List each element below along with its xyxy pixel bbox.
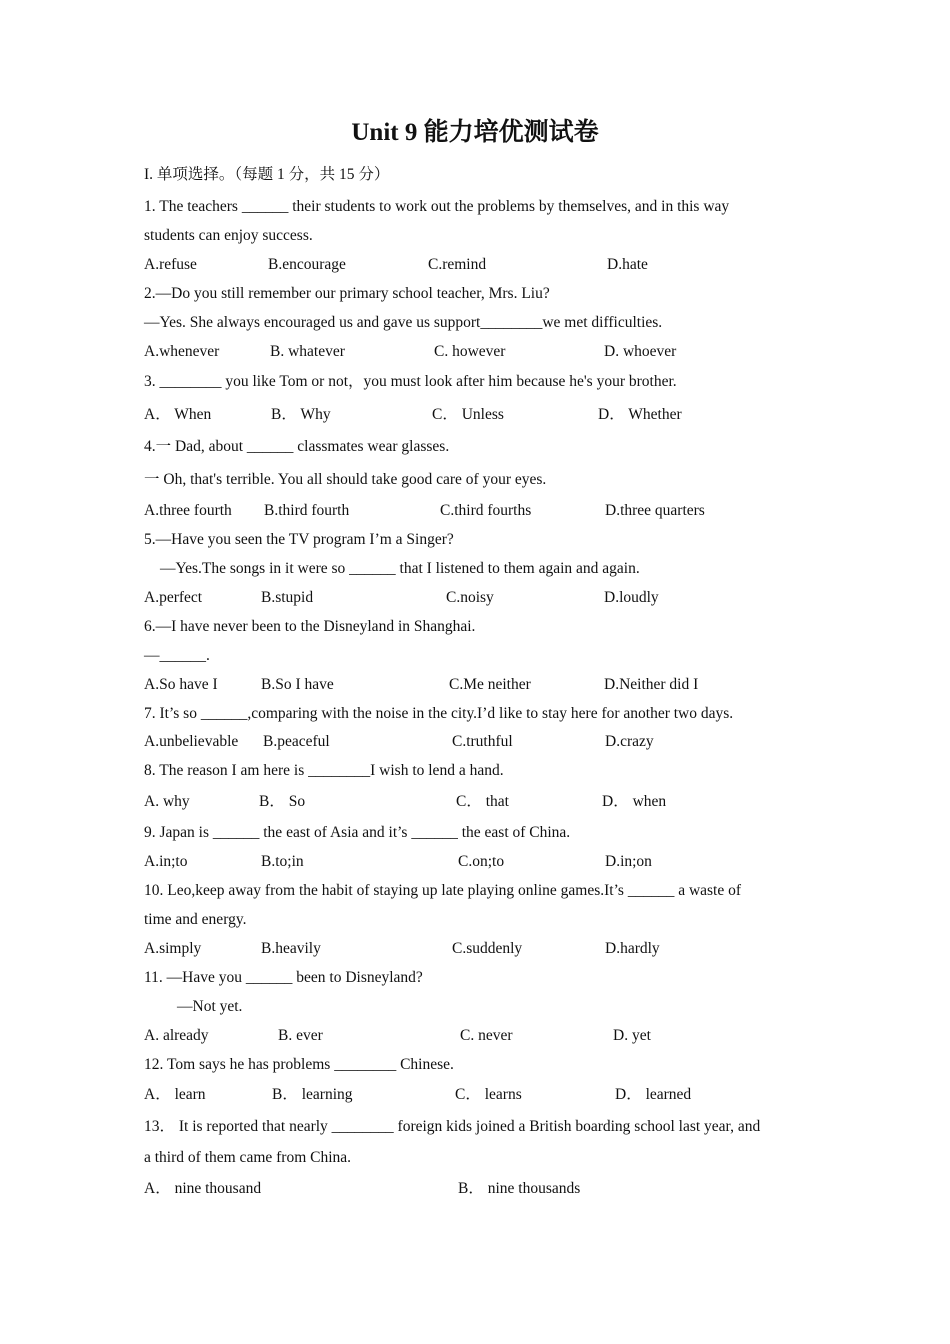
question-3-option-b: B． Why	[271, 406, 331, 423]
question-2-option-d: D. whoever	[604, 343, 677, 360]
question-6-stem-line: 6.—I have never been to the Disneyland in Shanghai.	[144, 618, 476, 635]
question-9-option-d: D.in;on	[605, 853, 652, 870]
question-11-option-a: A. already	[144, 1027, 209, 1044]
question-12-option-a: A． learn	[144, 1086, 206, 1103]
question-6-stem-line: —______.	[144, 647, 210, 664]
question-13-stem-line: 13． It is reported that nearly ________ foreign kids joined a British boarding school last year, and	[144, 1118, 761, 1135]
question-11-stem-line: 11. —Have you ______ been to Disneyland?	[144, 969, 423, 986]
question-2-option-b: B. whatever	[270, 343, 345, 360]
question-12-option-d: D． learned	[615, 1086, 692, 1103]
question-3-option-a: A． When	[144, 406, 212, 423]
question-5-option-c: C.noisy	[446, 589, 494, 606]
question-1-option-d: D.hate	[607, 256, 648, 273]
question-4-stem-line: 一 Oh, that's terrible. You all should take good care of your eyes.	[144, 471, 547, 488]
question-8-stem-line: 8. The reason I am here is ________I wish to lend a hand.	[144, 762, 504, 779]
question-10-option-c: C.suddenly	[452, 940, 523, 957]
question-3-option-c: C． Unless	[432, 406, 504, 423]
question-10-stem-line: 10. Leo,keep away from the habit of staying up late playing online games.It’s ______ a waste of	[144, 882, 742, 899]
question-13-option-b: B． nine thousands	[458, 1180, 581, 1197]
question-13-stem-line: a third of them came from China.	[144, 1149, 352, 1166]
question-1-stem-line: 1. The teachers ______ their students to work out the problems by themselves, and in this way	[144, 198, 730, 215]
question-5-option-d: D.loudly	[604, 589, 659, 606]
question-8-option-d: D． when	[602, 793, 667, 810]
question-10-option-b: B.heavily	[261, 940, 321, 957]
question-11-option-d: D. yet	[613, 1027, 651, 1044]
question-4-stem-line: 4.一 Dad, about ______ classmates wear glasses.	[144, 438, 450, 455]
question-7-stem-line: 7. It’s so ______,comparing with the noise in the city.I’d like to stay here for another two days.	[144, 705, 734, 722]
question-7-option-d: D.crazy	[605, 733, 654, 750]
question-7-option-a: A.unbelievable	[144, 733, 239, 750]
question-9-option-a: A.in;to	[144, 853, 188, 870]
question-1-option-c: C.remind	[428, 256, 487, 273]
question-9-option-c: C.on;to	[458, 853, 505, 870]
question-5-stem-line: —Yes.The songs in it were so ______ that I listened to them again and again.	[160, 560, 640, 577]
question-4-option-d: D.three quarters	[605, 502, 705, 519]
question-7-option-c: C.truthful	[452, 733, 513, 750]
question-1-stem-line: students can enjoy success.	[144, 227, 313, 244]
question-1-option-b: B.encourage	[268, 256, 346, 273]
question-8-option-b: B． So	[259, 793, 306, 810]
page-title: Unit 9 能力培优测试卷	[351, 119, 599, 146]
question-11-option-c: C. never	[460, 1027, 513, 1044]
question-11-option-b: B. ever	[278, 1027, 323, 1044]
question-2-stem-line: —Yes. She always encouraged us and gave us support________we met difficulties.	[144, 314, 663, 331]
question-10-option-d: D.hardly	[605, 940, 660, 957]
question-6-option-b: B.So I have	[261, 676, 334, 693]
question-5-stem-line: 5.—Have you seen the TV program I’m a Singer?	[144, 531, 454, 548]
question-4-option-a: A.three fourth	[144, 502, 232, 519]
question-3-stem-line: 3. ________ you like Tom or not，you must look after him because he's your brother.	[144, 373, 677, 390]
question-2-option-c: C. however	[434, 343, 506, 360]
question-12-option-b: B． learning	[272, 1086, 353, 1103]
question-12-option-c: C． learns	[455, 1086, 522, 1103]
question-9-stem-line: 9. Japan is ______ the east of Asia and it’s ______ the east of China.	[144, 824, 571, 841]
question-6-option-c: C.Me neither	[449, 676, 531, 693]
question-2-stem-line: 2.—Do you still remember our primary school teacher, Mrs. Liu?	[144, 285, 550, 302]
question-4-option-c: C.third fourths	[440, 502, 532, 519]
question-6-option-a: A.So have I	[144, 676, 218, 693]
question-10-option-a: A.simply	[144, 940, 202, 957]
question-13-option-a: A． nine thousand	[144, 1180, 262, 1197]
question-12-stem-line: 12. Tom says he has problems ________ Chinese.	[144, 1056, 454, 1073]
question-8-option-c: C． that	[456, 793, 509, 810]
question-1-option-a: A.refuse	[144, 256, 197, 273]
question-9-option-b: B.to;in	[261, 853, 304, 870]
question-6-option-d: D.Neither did I	[604, 676, 699, 693]
question-2-option-a: A.whenever	[144, 343, 220, 360]
question-11-stem-line: —Not yet.	[177, 998, 243, 1015]
question-8-option-a: A. why	[144, 793, 190, 810]
question-7-option-b: B.peaceful	[263, 733, 330, 750]
question-4-option-b: B.third fourth	[264, 502, 350, 519]
question-3-option-d: D． Whether	[598, 406, 682, 423]
question-5-option-b: B.stupid	[261, 589, 314, 606]
question-10-stem-line: time and energy.	[144, 911, 247, 928]
section-heading: I. 单项选择。（每题 1 分，共 15 分）	[144, 166, 390, 183]
question-5-option-a: A.perfect	[144, 589, 203, 606]
